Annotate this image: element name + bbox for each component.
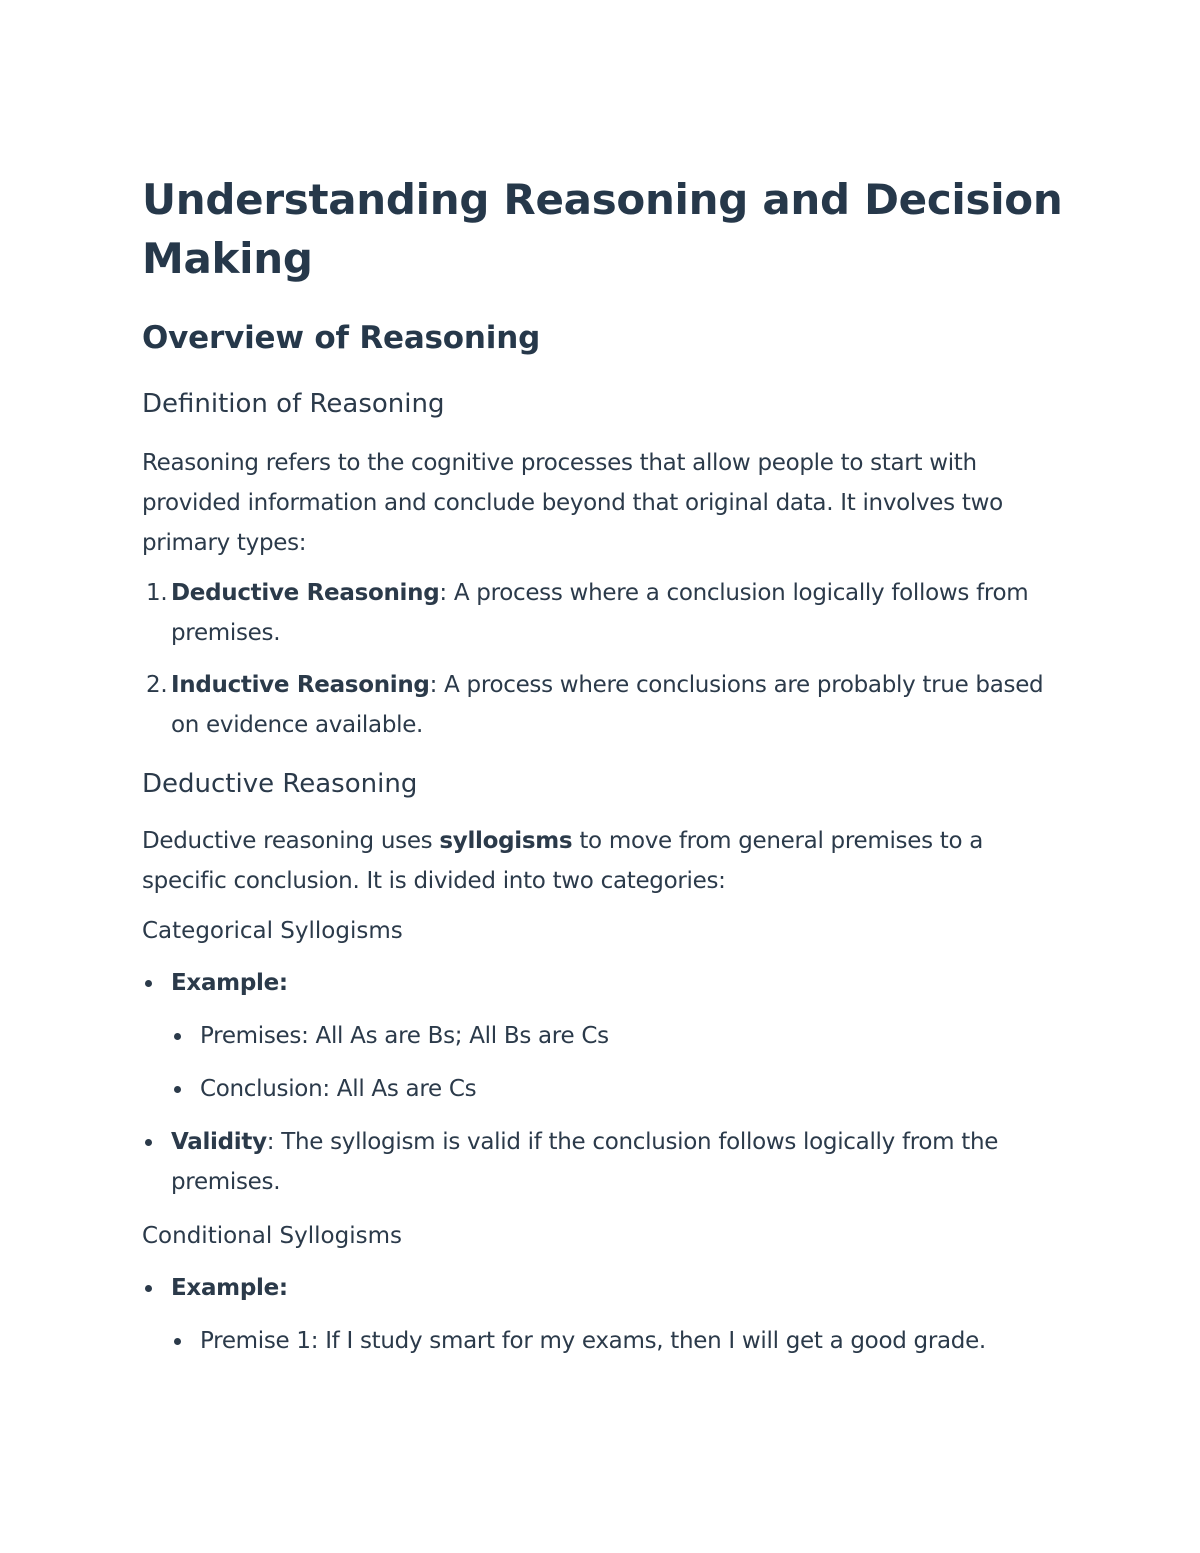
validity-text: : The syllogism is valid if the conclusion follows logically from the premises. — [171, 1129, 999, 1195]
list-item-premises — [171, 1016, 1072, 1056]
premise-1-text: Premise 1: If I study smart for my exams, then I will get a good grade. — [200, 1328, 986, 1354]
bullet — [174, 1086, 181, 1093]
deductive-heading: Deductive Reasoning — [142, 769, 418, 799]
term-description: : A process where conclusions are probably true based on evidence available. — [171, 672, 1044, 738]
term-deductive-reasoning: Deductive Reasoning — [171, 580, 440, 606]
list-item-example — [142, 1268, 1072, 1361]
list-item-inductive — [142, 665, 1072, 745]
list-item-deductive — [142, 573, 1072, 653]
list-item-example — [142, 963, 1072, 1109]
example-sublist — [171, 1321, 1072, 1361]
bullet — [145, 1139, 152, 1146]
example-label: Example: — [171, 1275, 288, 1301]
overview-heading: Overview of Reasoning — [142, 320, 541, 356]
deductive-paragraph — [142, 821, 1072, 901]
conditional-list — [142, 1268, 1072, 1361]
term-inductive-reasoning: Inductive Reasoning — [171, 672, 430, 698]
list-item-premise-1 — [171, 1321, 1072, 1361]
document-title: Understanding Reasoning and Decision Making — [142, 175, 1063, 283]
definition-paragraph: Reasoning refers to the cognitive processes that allow people to start with provided information and conclude beyond that original data. It involves two primary types: — [142, 450, 1003, 556]
example-label: Example: — [171, 970, 288, 996]
bullet — [174, 1338, 181, 1345]
example-sublist — [171, 1016, 1072, 1109]
conclusion-text: Conclusion: All As are Cs — [200, 1076, 477, 1102]
premises-text: Premises: All As are Bs; All Bs are Cs — [200, 1023, 609, 1049]
reasoning-types-list — [142, 573, 1072, 745]
validity-label: Validity — [171, 1129, 267, 1155]
list-number: 2. — [146, 672, 168, 698]
list-number: 1. — [146, 580, 168, 606]
list-item-validity — [142, 1122, 1072, 1202]
paragraph-text: Deductive reasoning uses — [142, 828, 440, 854]
definition-heading: Definition of Reasoning — [142, 389, 445, 419]
term-description: : A process where a conclusion logically follows from premises. — [171, 580, 1029, 646]
paragraph-text: to move from general premises to a specific conclusion. It is divided into two categories: — [142, 828, 984, 894]
categorical-list — [142, 963, 1072, 1202]
categorical-syllogisms-heading: Categorical Syllogisms — [142, 918, 403, 944]
bullet — [145, 980, 152, 987]
bullet — [145, 1285, 152, 1292]
conditional-syllogisms-heading: Conditional Syllogisms — [142, 1223, 402, 1249]
list-item-conclusion — [171, 1069, 1072, 1109]
bullet — [174, 1033, 181, 1040]
document-page — [142, 170, 1072, 1361]
term-syllogisms: syllogisms — [439, 828, 573, 854]
